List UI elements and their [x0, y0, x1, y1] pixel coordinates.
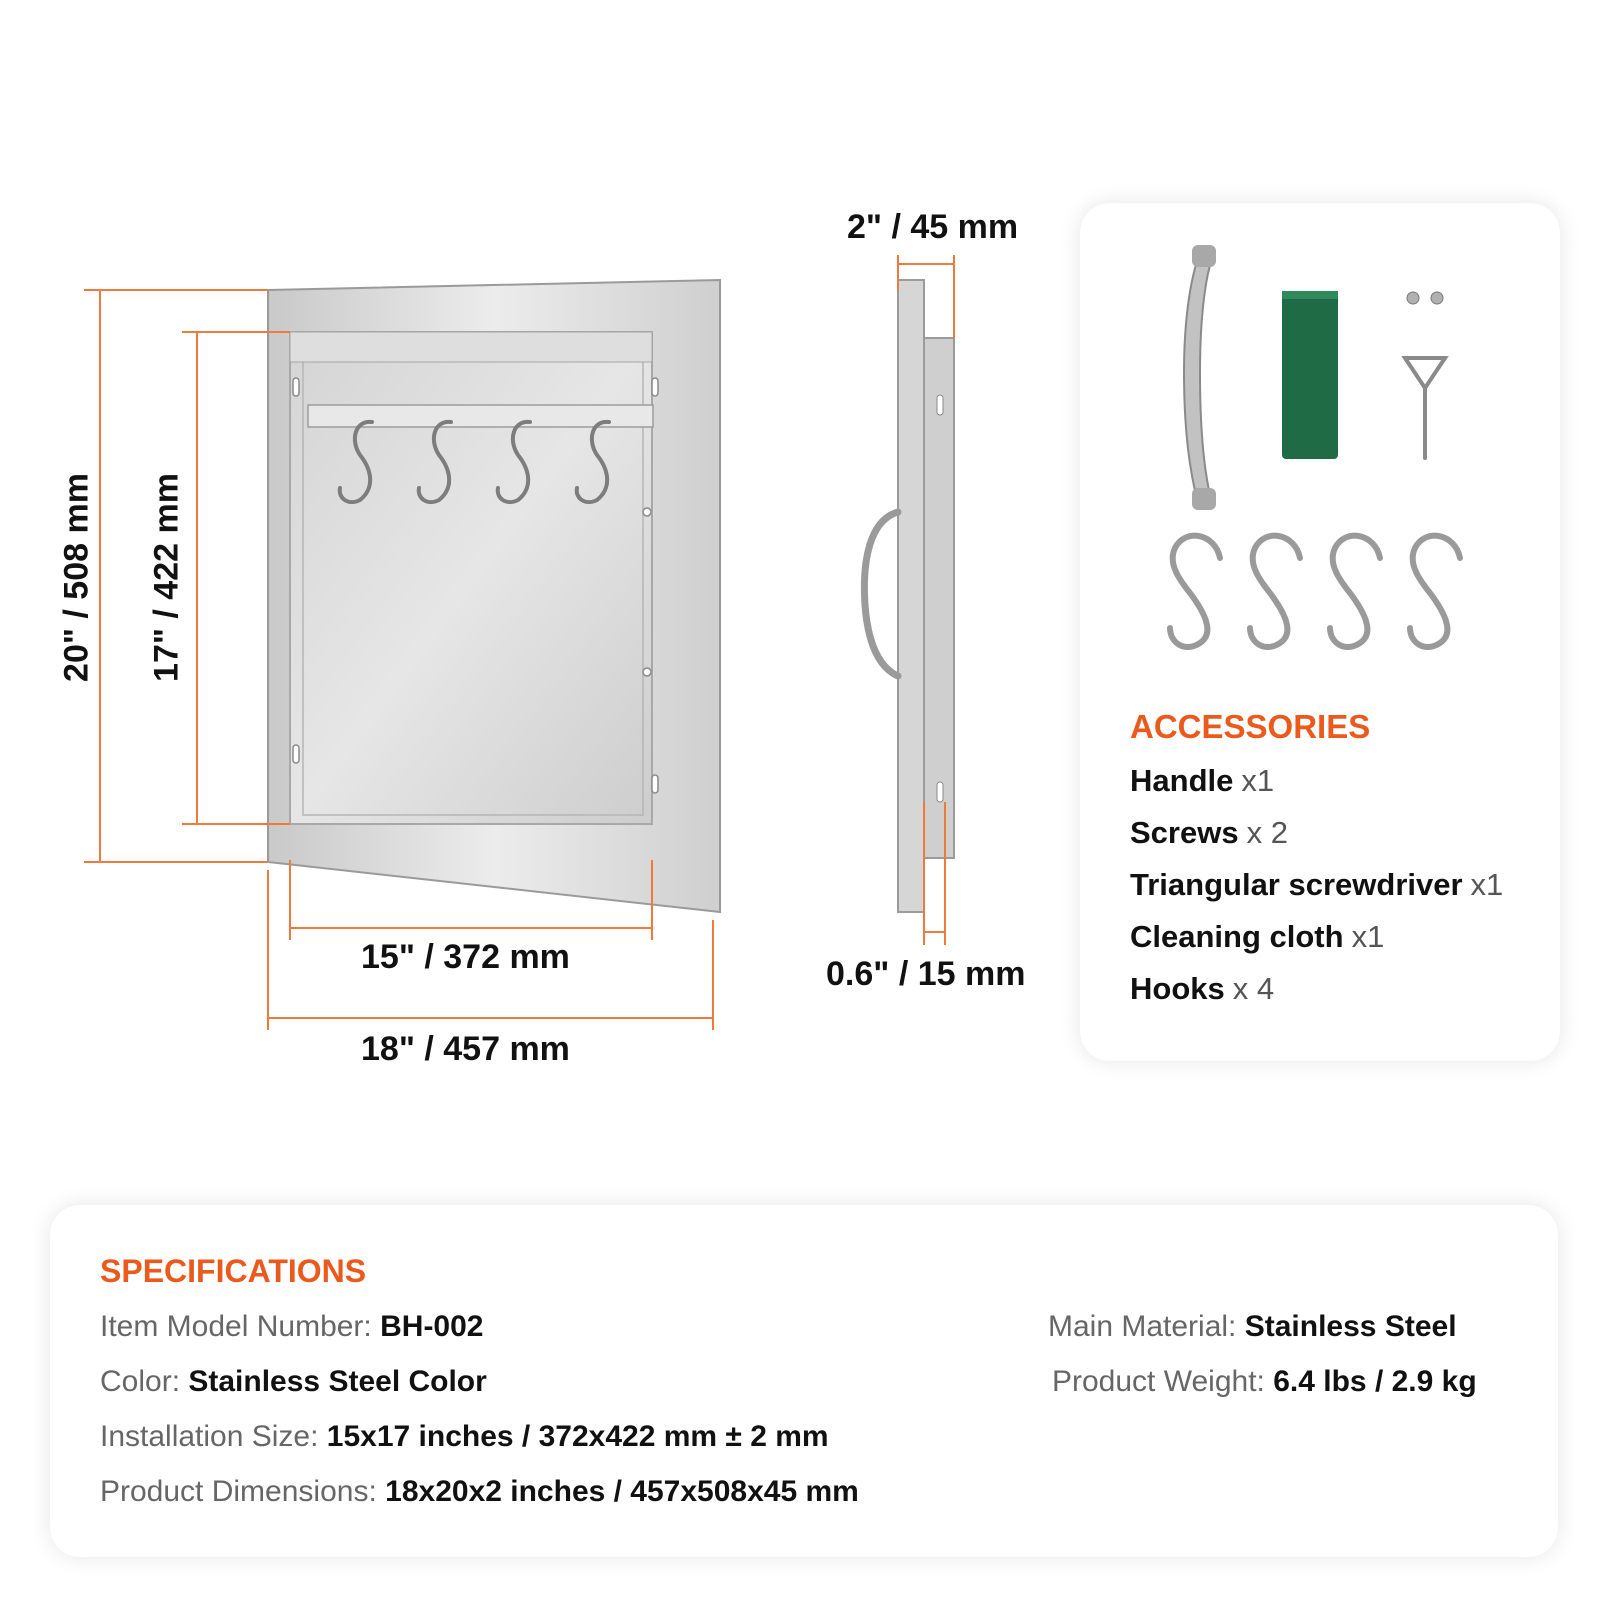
list-item: Handle x1 — [1130, 763, 1275, 798]
door-front-diagram — [0, 0, 800, 1100]
handle-icon — [1184, 245, 1216, 510]
list-item: Triangular screwdriver x1 — [1130, 867, 1504, 902]
list-item: Hooks x 4 — [1130, 971, 1275, 1006]
frame-thickness-label: 0.6" / 15 mm — [826, 955, 1026, 993]
cleaning-cloth-icon — [1282, 291, 1338, 459]
depth-label: 2" / 45 mm — [847, 208, 1019, 246]
accessories-list — [1130, 755, 1503, 1015]
door-side-diagram — [820, 0, 1060, 1000]
accessories-title: ACCESSORIES — [1130, 708, 1371, 745]
list-item: Screws x 2 — [1130, 815, 1288, 850]
accessories-card — [1080, 203, 1560, 1061]
spec-product-weight: Product Weight: 6.4 lbs / 2.9 kg — [1052, 1365, 1477, 1398]
spec-installation-size: Installation Size: 15x17 inches / 372x422 mm ± 2 mm — [100, 1420, 829, 1453]
spec-model: Item Model Number: BH-002 — [100, 1310, 484, 1343]
specifications-card — [50, 1205, 1558, 1557]
inner-height-label: 17" / 422 mm — [147, 473, 186, 682]
triangular-screwdriver-icon — [1405, 358, 1445, 458]
s-hook-icon — [1170, 536, 1460, 647]
spec-main-material: Main Material: Stainless Steel — [1048, 1310, 1457, 1343]
spec-product-dimensions: Product Dimensions: 18x20x2 inches / 457x508x45 mm — [100, 1475, 859, 1508]
inner-width-label: 15" / 372 mm — [361, 938, 570, 976]
overall-height-label: 20" / 508 mm — [57, 473, 96, 682]
top-bar — [290, 332, 652, 362]
side-handle — [864, 512, 898, 676]
list-item: Cleaning cloth x1 — [1130, 919, 1385, 954]
screws-icon — [1407, 292, 1443, 304]
side-box — [924, 338, 954, 858]
side-frame — [898, 280, 924, 912]
overall-width-label: 18" / 457 mm — [361, 1030, 570, 1068]
spec-color: Color: Stainless Steel Color — [100, 1365, 487, 1398]
accessories-illustration — [1080, 203, 1560, 683]
specifications-title: SPECIFICATIONS — [100, 1253, 367, 1289]
